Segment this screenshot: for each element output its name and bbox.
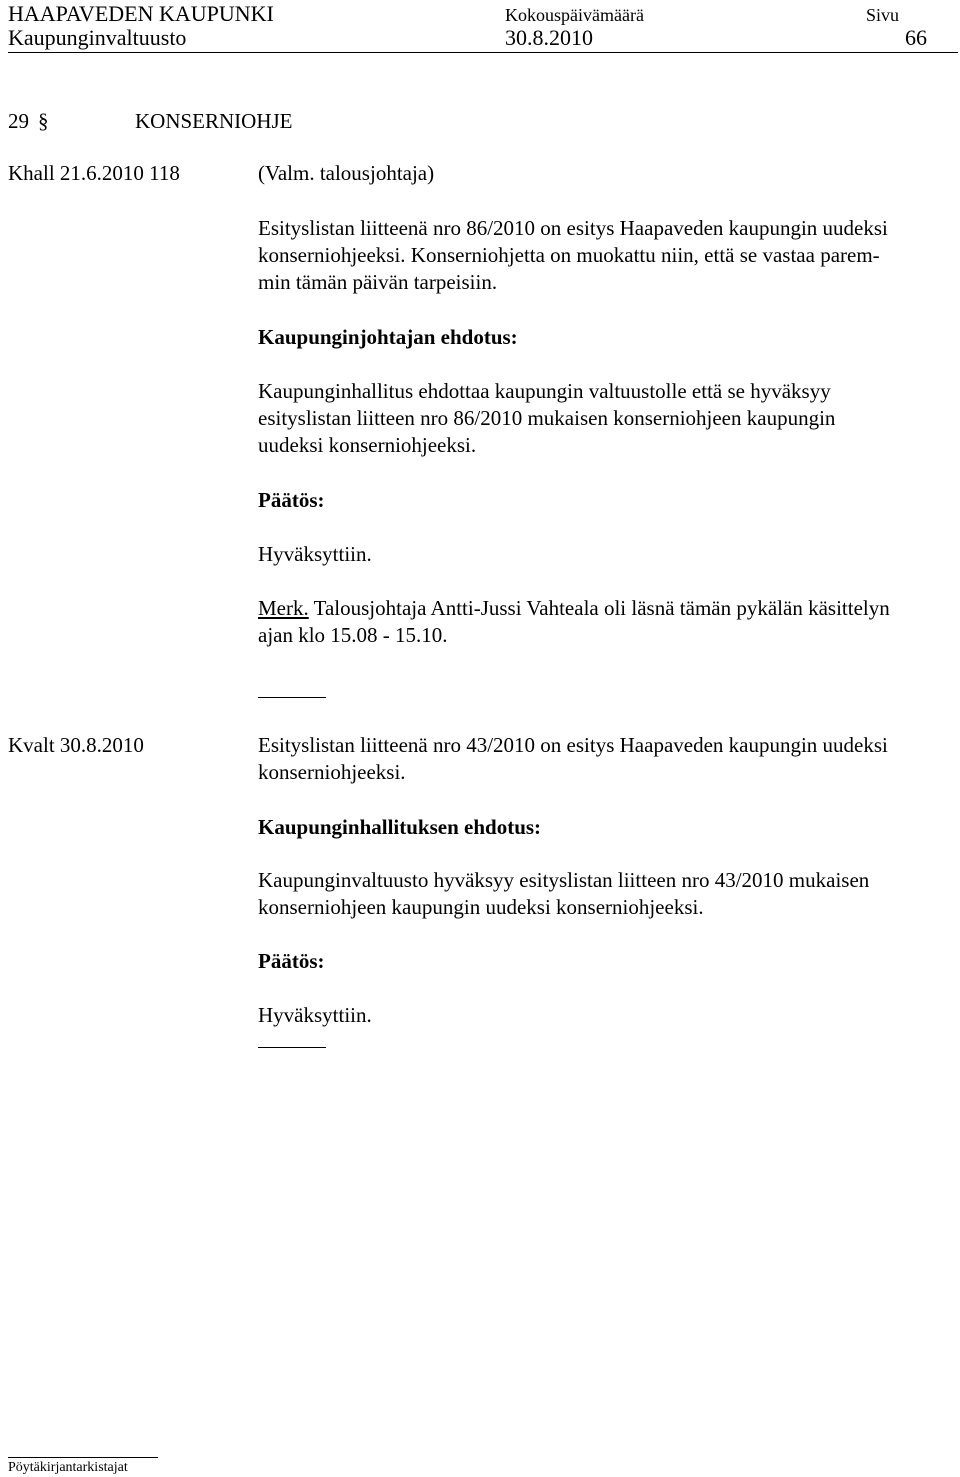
kvalt-intro-line: Esityslistan liitteenä nro 43/2010 on esitys Haapaveden kaupungin uudeksi [258, 733, 888, 757]
kvalt-intro-line: konserniohjeeksi. [258, 760, 406, 784]
khall-intro-line: min tämän päivän tarpeisiin. [258, 270, 498, 294]
date-label: Kokouspäivämäärä [505, 5, 644, 25]
kvalt-proposal-line: Kaupunginvaltuusto hyväksyy esityslistan liitteen nro 43/2010 mukaisen [258, 868, 870, 892]
item-title: KONSERNIOHJE [135, 109, 293, 133]
khall-proposal-heading: Kaupunginjohtajan ehdotus: [258, 325, 518, 349]
separator-line [258, 1047, 326, 1048]
body-name: Kaupunginvaltuusto [8, 25, 187, 50]
header-rule [8, 52, 958, 53]
khall-intro-line: Esityslistan liitteenä nro 86/2010 on esitys Haapaveden kaupungin uudeksi [258, 216, 888, 240]
kvalt-reference: Kvalt 30.8.2010 [8, 733, 144, 757]
kvalt-proposal-line: konserniohjeen kaupungin uudeksi konserniohjeeksi. [258, 895, 704, 919]
kvalt-decision-heading: Päätös: [258, 949, 325, 973]
section-sign: § [38, 109, 49, 133]
khall-proposal-line: Kaupunginhallitus ehdottaa kaupungin valtuustolle että se hyväksyy [258, 379, 831, 403]
khall-intro-line: konserniohjeeksi. Konserniohjetta on muokattu niin, että se vastaa parem- [258, 243, 880, 267]
kvalt-decision-text: Hyväksyttiin. [258, 1003, 372, 1027]
khall-note-line [258, 595, 890, 622]
khall-preparer: (Valm. talousjohtaja) [258, 161, 435, 185]
footer-label: Pöytäkirjantarkistajat [8, 1460, 128, 1475]
note-text: Talousjohtaja Antti-Jussi Vahteala oli läsnä tämän pykälän käsittelyn [308, 596, 890, 620]
khall-reference: Khall 21.6.2010 118 [8, 161, 180, 185]
footer-rule [8, 1457, 158, 1458]
khall-note-line: ajan klo 15.08 - 15.10. [258, 623, 448, 647]
item-number: 29 [8, 109, 29, 133]
page-number: 66 [905, 25, 927, 50]
page-label: Sivu [866, 5, 900, 25]
organization-name: HAAPAVEDEN KAUPUNKI [8, 1, 274, 26]
khall-decision-heading: Päätös: [258, 488, 325, 512]
separator-line [258, 697, 326, 698]
khall-proposal-line: uudeksi konserniohjeeksi. [258, 433, 477, 457]
meeting-date: 30.8.2010 [505, 25, 593, 50]
khall-decision-text: Hyväksyttiin. [258, 542, 372, 566]
note-label: Merk. [258, 596, 309, 620]
kvalt-proposal-heading: Kaupunginhallituksen ehdotus: [258, 815, 542, 839]
khall-proposal-line: esityslistan liitteen nro 86/2010 mukaisen konserniohjeen kaupungin [258, 406, 836, 430]
